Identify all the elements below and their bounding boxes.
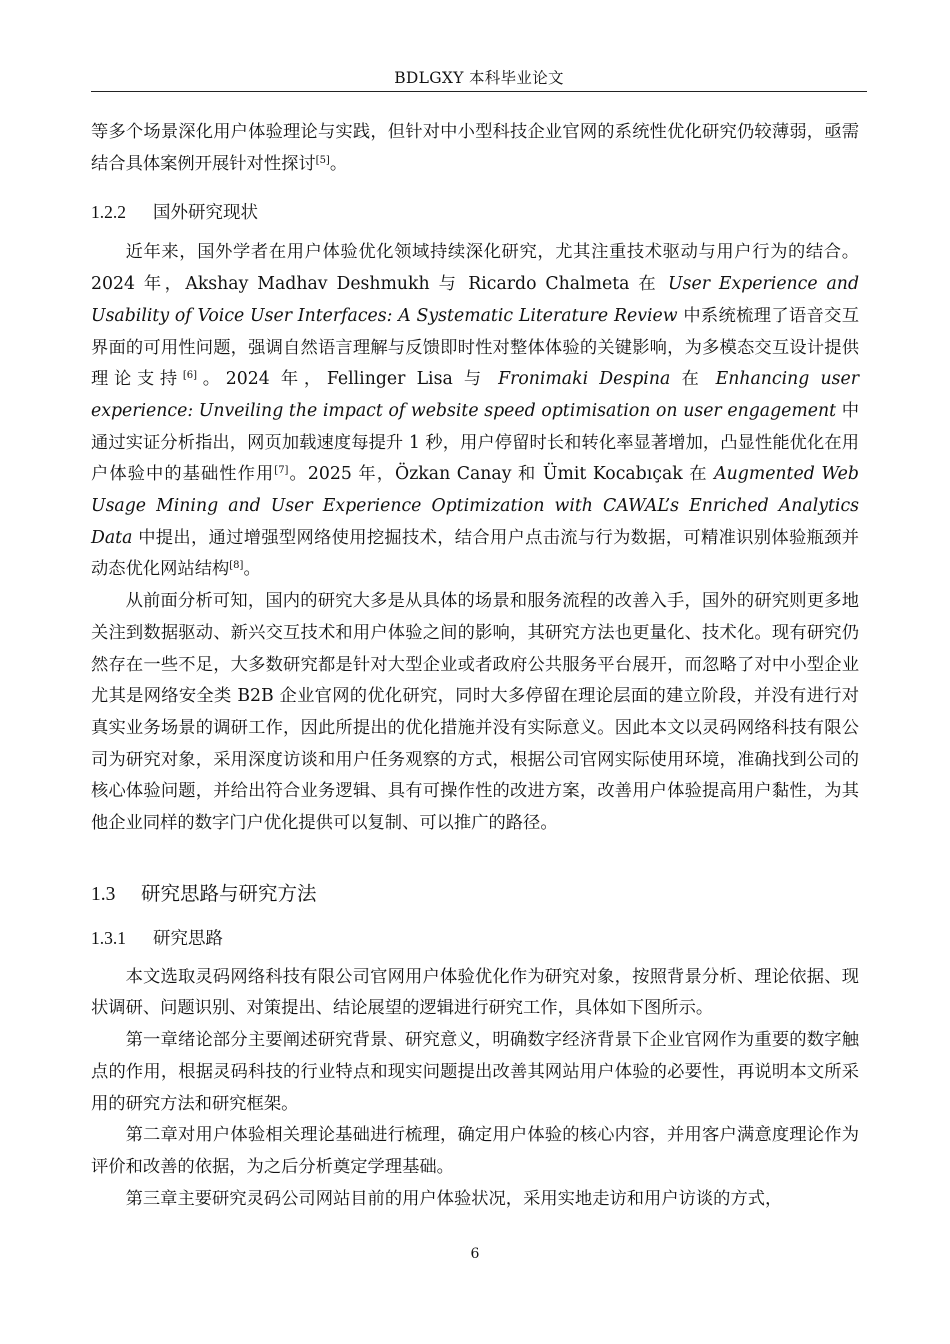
section-heading-1-2-2 <box>91 197 859 228</box>
paragraph-chapter-3: 第三章主要研究灵码公司网站目前的用户体验状况，采用实地走访和用户访谈的方式， <box>125 1188 783 1209</box>
paragraph-text: 等多个场景深化用户体验理论与实践，但针对中小型科技企业官网的系统性优化研究仍较薄弱，亟需结合具体案例开展针对性探讨 <box>91 122 859 174</box>
paragraph-chapter-2: 第二章对用户体验相关理论基础进行梳理，确定用户体验的核心内容，并用客户满意度理论作为评价和改善的依据，为之后分析奠定学理基础。 <box>91 1125 859 1177</box>
citation: [6] <box>182 370 198 382</box>
paragraph-chapter-1: 第一章绪论部分主要阐述研究背景、研究意义，明确数字经济背景下企业官网作为重要的数字触点的作用，根据灵码科技的行业特点和现实问题提出改善其网站用户体验的必要性，再说明本文所采用的研究方法和研究框架。 <box>91 1030 859 1114</box>
section-title: 国外研究现状 <box>153 203 258 224</box>
paragraph-text: 。 <box>243 559 261 580</box>
header-rule <box>91 91 867 92</box>
paragraph-research-approach: 本文选取灵码网络科技有限公司官网用户体验优化作为研究对象，按照背景分析、理论依据、现状调研、问题识别、对策提出、结论展望的逻辑进行研究工作，具体如下图所示。 <box>91 966 859 1019</box>
paragraph-foreign-research <box>91 237 859 586</box>
cited-title: User Experience and Usability of Voice User Interfaces: A Systematic Literature Review <box>91 274 860 326</box>
cited-title: Augmented Web Usage Mining and User Experience Optimization with CAWAL’s Enriched Analytics Data <box>91 464 859 548</box>
citation: [8] <box>229 560 244 572</box>
section-title: 研究思路与研究方法 <box>141 881 317 905</box>
paragraph-text: 。2025 年，Özkan Canay 和 Ümit Kocabıçak 在 <box>288 464 715 485</box>
cited-title: Enhancing user experience: Unveiling the impact of website speed optimisation on user engagement <box>91 369 859 421</box>
paragraph-summary: 从前面分析可知，国内的研究大多是从具体的场景和服务流程的改善入手，国外的研究则更多地关注到数据驱动、新兴交互技术和用户体验之间的影响，其研究方法也更量化、技术化。现有研究仍然存在一些不足，大多数研究都是针对大型企业或者政府公共服务平台展开，而忽略了对中小型企业尤其是网络安全类 B2B 企业官网的优化研究，同时大多停留在理论层面的建立阶段，并没有进行对真实业务场景的调研工作，因此所提出的优化措施并没有实际意义。因此本文以灵码网络科技有限公司为研究对象，采用深度访谈和用户任务观察的方式，根据公司官网实际使用环境，准确找到公司的核心体验问题，并给出符合业务逻辑、具有可操作性的改进方案，改善用户体验提高用户黏性，为其他企业同样的数字门户优化提供可以复制、可以推广的路径。 <box>91 591 859 834</box>
paragraph-text: 在 <box>670 369 716 390</box>
paragraph-text: 。2024 年，Fellinger Lisa 与 <box>197 369 499 390</box>
section-heading-1-3-1 <box>91 923 859 954</box>
section-number: 1.2.2 <box>91 202 126 223</box>
section-number: 1.3.1 <box>91 927 126 948</box>
section-number: 1.3 <box>91 883 116 905</box>
page-body <box>91 117 859 1215</box>
citation: [5] <box>315 154 330 166</box>
citation: [7] <box>274 465 289 477</box>
cited-author: Fronimaki Despina <box>498 369 671 390</box>
paragraph-text: 中提出，通过增强型网络使用挖掘技术，结合用户点击流与行为数据，可精准识别体验瓶颈并动态优化网站结构 <box>91 527 859 580</box>
page-number: 6 <box>470 1246 480 1262</box>
paragraph-text: 近年来，国外学者在用户体验优化领域持续深化研究，尤其注重技术驱动与用户行为的结合。2024 年，Akshay Madhav Deshmukh 与 Ricardo Chalmeta 在 <box>91 242 859 295</box>
paragraph-continuation <box>91 117 859 180</box>
paragraph-text: 中通过实证分析指出，网页加载速度每提升 1 秒，用户停留时长和转化率显著增加，凸显性能优化在用户体验中的基础性作用 <box>91 400 860 485</box>
section-title: 研究思路 <box>153 928 223 949</box>
running-header: BDLGXY 本科毕业论文 <box>394 69 564 87</box>
section-heading-1-3 <box>91 878 859 911</box>
paragraph-text: 中系统梳理了语音交互界面的可用性问题，强调自然语言理解与反馈即时性对整体体验的关键影响，为多模态交互设计提供理论支持 <box>91 305 859 390</box>
paragraph-text: 。 <box>329 153 348 174</box>
